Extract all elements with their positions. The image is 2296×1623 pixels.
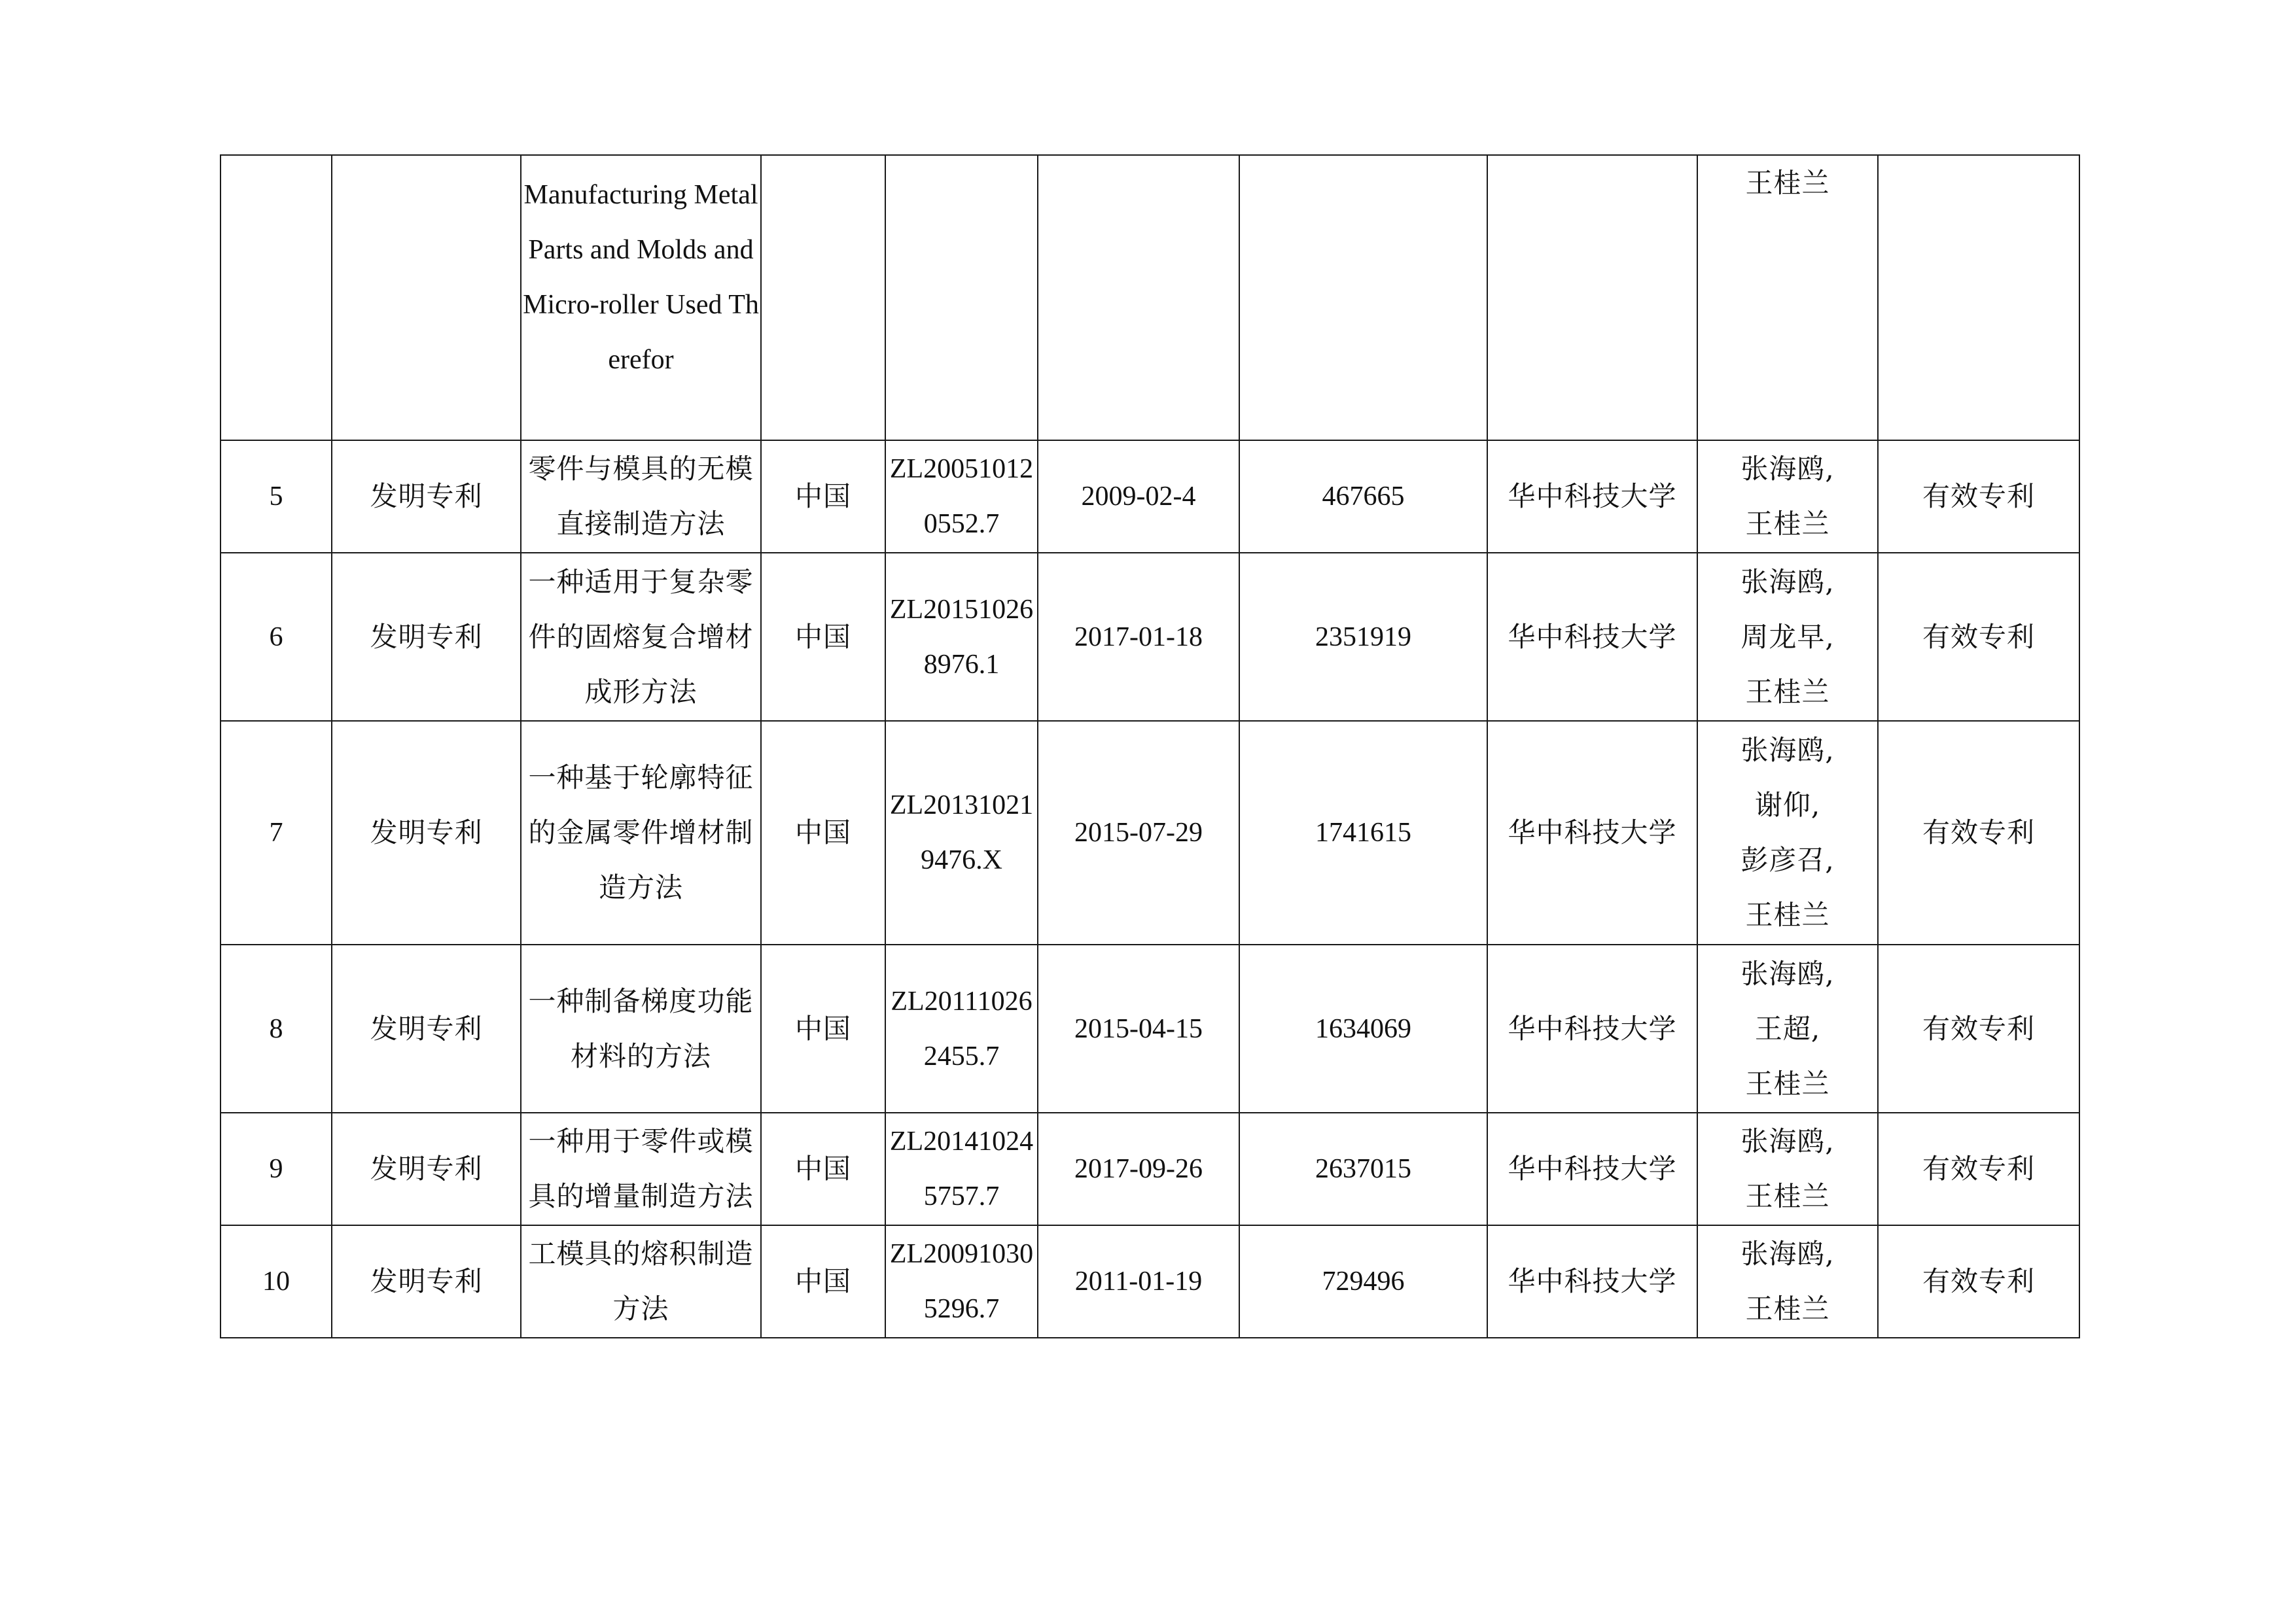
cell-type: 发明专利	[332, 440, 521, 553]
table-row	[221, 155, 2079, 440]
cell-country: 中国	[761, 945, 885, 1113]
cell-patent-no: ZL201410245757.7	[885, 1113, 1038, 1225]
cell-type	[332, 155, 521, 440]
cell-patent-no: ZL200910305296.7	[885, 1225, 1038, 1338]
table-row	[221, 721, 2079, 945]
inventor-name: 张海鸥,	[1740, 1238, 1835, 1270]
cell-inventors	[1697, 1225, 1878, 1338]
cell-cert-no: 2637015	[1239, 1113, 1487, 1225]
inventor-name: 张海鸥,	[1740, 1125, 1835, 1157]
cell-title: 一种基于轮廓特征的金属零件增材制造方法	[521, 721, 761, 945]
cell-country	[761, 155, 885, 440]
cell-inventors	[1697, 1113, 1878, 1225]
cell-date: 2011-01-19	[1038, 1225, 1239, 1338]
cell-title: 一种用于零件或模具的增量制造方法	[521, 1113, 761, 1225]
cell-date: 2017-09-26	[1038, 1113, 1239, 1225]
cell-inventors	[1697, 440, 1878, 553]
cell-type: 发明专利	[332, 553, 521, 721]
cell-status	[1878, 155, 2079, 440]
cell-status: 有效专利	[1878, 1225, 2079, 1338]
cell-no: 10	[221, 1225, 332, 1338]
cell-no: 8	[221, 945, 332, 1113]
cell-no: 7	[221, 721, 332, 945]
cell-status: 有效专利	[1878, 553, 2079, 721]
inventor-name: 彭彦召,	[1740, 844, 1835, 876]
cell-patent-no: ZL201510268976.1	[885, 553, 1038, 721]
cell-holder: 华中科技大学	[1487, 440, 1697, 553]
cell-no	[221, 155, 332, 440]
cell-cert-no: 729496	[1239, 1225, 1487, 1338]
inventor-name: 张海鸥,	[1740, 453, 1835, 485]
inventor-name: 王桂兰	[1745, 508, 1830, 540]
table-row	[221, 1113, 2079, 1225]
cell-status: 有效专利	[1878, 945, 2079, 1113]
cell-type: 发明专利	[332, 721, 521, 945]
inventor-name: 王桂兰	[1745, 1067, 1830, 1100]
inventor-name: 王桂兰	[1745, 675, 1830, 708]
cell-no: 5	[221, 440, 332, 553]
cell-date	[1038, 155, 1239, 440]
cell-country: 中国	[761, 440, 885, 553]
inventor-name: 王超,	[1754, 1012, 1821, 1045]
cell-country: 中国	[761, 1113, 885, 1225]
inventor-name: 谢仰,	[1754, 789, 1821, 821]
cell-inventors	[1697, 553, 1878, 721]
cell-date: 2017-01-18	[1038, 553, 1239, 721]
cell-no: 9	[221, 1113, 332, 1225]
cell-title-en: Manufacturing Metal Parts and Molds and Micro-roller Used Therefor	[521, 155, 761, 440]
cell-date: 2015-04-15	[1038, 945, 1239, 1113]
cell-country: 中国	[761, 1225, 885, 1338]
cell-type: 发明专利	[332, 945, 521, 1113]
cell-no: 6	[221, 553, 332, 721]
cell-cert-no: 467665	[1239, 440, 1487, 553]
table-row	[221, 1225, 2079, 1338]
cell-title: 一种适用于复杂零件的固熔复合增材成形方法	[521, 553, 761, 721]
cell-cert-no	[1239, 155, 1487, 440]
cell-cert-no: 2351919	[1239, 553, 1487, 721]
inventor-name: 周龙早,	[1740, 620, 1835, 653]
cell-holder: 华中科技大学	[1487, 721, 1697, 945]
cell-patent-no: ZL201110262455.7	[885, 945, 1038, 1113]
cell-status: 有效专利	[1878, 440, 2079, 553]
cell-holder: 华中科技大学	[1487, 945, 1697, 1113]
inventor-name: 王桂兰	[1745, 1180, 1830, 1212]
cell-status: 有效专利	[1878, 721, 2079, 945]
cell-patent-no: ZL200510120552.7	[885, 440, 1038, 553]
cell-inventors	[1697, 721, 1878, 945]
cell-country: 中国	[761, 553, 885, 721]
cell-patent-no: ZL201310219476.X	[885, 721, 1038, 945]
cell-patent-no	[885, 155, 1038, 440]
cell-holder: 华中科技大学	[1487, 1225, 1697, 1338]
cell-date: 2015-07-29	[1038, 721, 1239, 945]
inventor-name: 王桂兰	[1745, 1293, 1830, 1325]
cell-title: 工模具的熔积制造方法	[521, 1225, 761, 1338]
table-row	[221, 440, 2079, 553]
cell-inventors: 王桂兰	[1697, 155, 1878, 440]
cell-title: 一种制备梯度功能材料的方法	[521, 945, 761, 1113]
cell-title: 零件与模具的无模直接制造方法	[521, 440, 761, 553]
cell-type: 发明专利	[332, 1113, 521, 1225]
table-row	[221, 945, 2079, 1113]
cell-holder	[1487, 155, 1697, 440]
table-row	[221, 553, 2079, 721]
inventor-name: 王桂兰	[1745, 899, 1830, 931]
cell-holder: 华中科技大学	[1487, 1113, 1697, 1225]
inventor-name: 张海鸥,	[1740, 565, 1835, 598]
cell-cert-no: 1741615	[1239, 721, 1487, 945]
inventor-name: 张海鸥,	[1740, 734, 1835, 766]
cell-cert-no: 1634069	[1239, 945, 1487, 1113]
cell-type: 发明专利	[332, 1225, 521, 1338]
cell-country: 中国	[761, 721, 885, 945]
cell-date: 2009-02-4	[1038, 440, 1239, 553]
cell-status: 有效专利	[1878, 1113, 2079, 1225]
inventor-name: 张海鸥,	[1740, 957, 1835, 990]
cell-holder: 华中科技大学	[1487, 553, 1697, 721]
patent-table	[220, 154, 2080, 1338]
cell-inventors	[1697, 945, 1878, 1113]
